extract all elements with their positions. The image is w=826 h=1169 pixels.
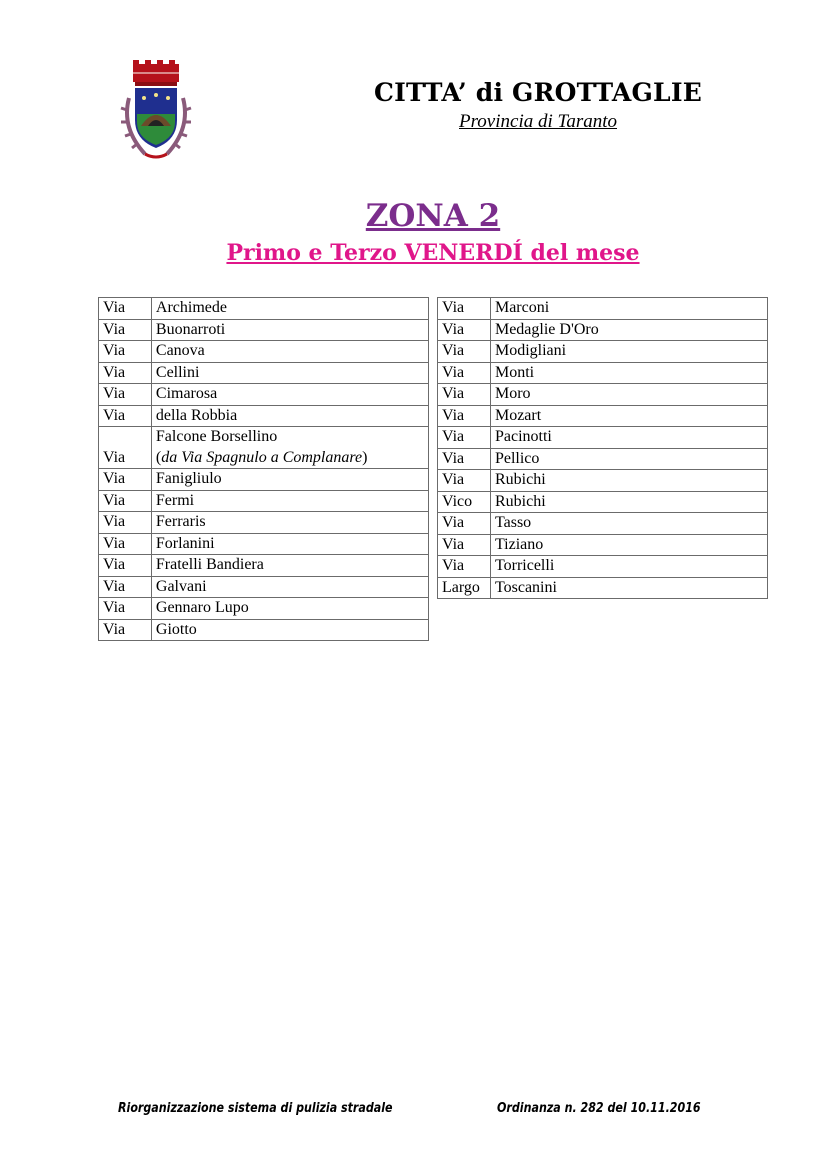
street-name: Tiziano xyxy=(490,534,767,556)
table-row xyxy=(438,577,768,599)
street-name: Cellini xyxy=(151,362,428,384)
left-street-table xyxy=(98,297,429,641)
street-name: Modigliani xyxy=(490,341,767,363)
street-kind: Via xyxy=(438,427,491,449)
street-name: Pacinotti xyxy=(490,427,767,449)
street-kind: Via xyxy=(438,470,491,492)
street-name: Rubichi xyxy=(490,491,767,513)
footer-ordinance: Ordinanza n. 282 del 10.11.2016 xyxy=(497,1100,701,1116)
street-kind: Via xyxy=(438,405,491,427)
footer-system-title: Riorganizzazione sistema di pulizia stradale xyxy=(118,1100,393,1116)
table-row xyxy=(438,534,768,556)
note-text: da Via Spagnulo a Complanare xyxy=(161,448,363,466)
table-row xyxy=(438,556,768,578)
note-open-paren: ( xyxy=(155,448,162,466)
province-subtitle xyxy=(340,111,736,133)
street-name: Forlanini xyxy=(151,533,428,555)
street-name: Buonarroti xyxy=(151,319,428,341)
zone-schedule-text: Primo e Terzo VENERDÍ del mese xyxy=(226,240,640,266)
street-kind: Via xyxy=(438,319,491,341)
street-name: Fratelli Bandiera xyxy=(151,555,428,577)
street-kind: Via xyxy=(99,490,152,512)
street-kind: Via xyxy=(99,298,152,320)
table-row xyxy=(438,298,768,320)
table-row xyxy=(99,533,429,555)
street-name: Medaglie D'Oro xyxy=(490,319,767,341)
table-row xyxy=(99,362,429,384)
table-row xyxy=(99,555,429,577)
province-text: Provincia di Taranto xyxy=(459,111,617,132)
table-row xyxy=(99,469,429,491)
table-row xyxy=(438,491,768,513)
table-row xyxy=(438,362,768,384)
street-kind: Largo xyxy=(438,577,491,599)
street-name-multiline xyxy=(151,427,428,469)
street-kind: Via xyxy=(99,362,152,384)
street-kind: Vico xyxy=(438,491,491,513)
grottaglie-coat-of-arms-icon xyxy=(115,58,197,166)
street-name: Giotto xyxy=(151,619,428,641)
table-row xyxy=(99,598,429,620)
street-kind: Via xyxy=(438,384,491,406)
street-name: Marconi xyxy=(490,298,767,320)
table-row xyxy=(438,319,768,341)
table-row xyxy=(438,470,768,492)
street-kind: Via xyxy=(99,619,152,641)
table-row xyxy=(438,513,768,535)
street-kind: Via xyxy=(99,555,152,577)
table-row xyxy=(438,341,768,363)
street-name: della Robbia xyxy=(151,405,428,427)
street-kind: Via xyxy=(99,512,152,534)
street-section-note xyxy=(156,448,424,469)
table-row xyxy=(99,490,429,512)
table-row xyxy=(438,405,768,427)
table-row xyxy=(99,384,429,406)
street-name: Falcone Borsellino xyxy=(155,428,278,445)
zone-title xyxy=(0,198,826,234)
street-kind: Via xyxy=(99,341,152,363)
street-name: Gennaro Lupo xyxy=(151,598,428,620)
street-kind: Via xyxy=(99,384,152,406)
street-kind: Via xyxy=(99,576,152,598)
street-name: Monti xyxy=(490,362,767,384)
table-row xyxy=(99,405,429,427)
right-street-table xyxy=(437,297,768,599)
note-close-paren: ) xyxy=(362,448,368,466)
street-kind: Via xyxy=(438,534,491,556)
street-name: Archimede xyxy=(151,298,428,320)
street-kind: Via xyxy=(99,319,152,341)
table-row xyxy=(438,448,768,470)
street-kind: Via xyxy=(438,341,491,363)
street-kind: Via xyxy=(438,556,491,578)
zone-title-text: ZONA 2 xyxy=(365,198,501,234)
table-row xyxy=(99,512,429,534)
street-kind: Via xyxy=(99,598,152,620)
street-name: Moro xyxy=(490,384,767,406)
street-kind: Via xyxy=(99,533,152,555)
street-name: Galvani xyxy=(151,576,428,598)
street-kind: Via xyxy=(438,298,491,320)
street-name: Tasso xyxy=(490,513,767,535)
table-row xyxy=(438,384,768,406)
street-kind: Via xyxy=(99,469,152,491)
street-kind: Via xyxy=(438,448,491,470)
zone-schedule xyxy=(0,240,826,266)
street-kind: Via xyxy=(438,362,491,384)
street-name: Fermi xyxy=(151,490,428,512)
street-kind: Via xyxy=(99,427,152,469)
street-name: Ferraris xyxy=(151,512,428,534)
street-kind: Via xyxy=(99,405,152,427)
street-name: Toscanini xyxy=(490,577,767,599)
table-row xyxy=(99,341,429,363)
table-row xyxy=(99,427,429,469)
street-name: Rubichi xyxy=(490,470,767,492)
street-name: Cimarosa xyxy=(151,384,428,406)
street-name: Fanigliulo xyxy=(151,469,428,491)
street-name: Pellico xyxy=(490,448,767,470)
city-title: CITTA’ di GROTTAGLIE xyxy=(374,78,702,107)
table-row xyxy=(99,619,429,641)
street-name: Mozart xyxy=(490,405,767,427)
street-name: Torricelli xyxy=(490,556,767,578)
table-row xyxy=(438,427,768,449)
street-name: Canova xyxy=(151,341,428,363)
street-kind: Via xyxy=(438,513,491,535)
table-row xyxy=(99,298,429,320)
table-row xyxy=(99,319,429,341)
table-row xyxy=(99,576,429,598)
